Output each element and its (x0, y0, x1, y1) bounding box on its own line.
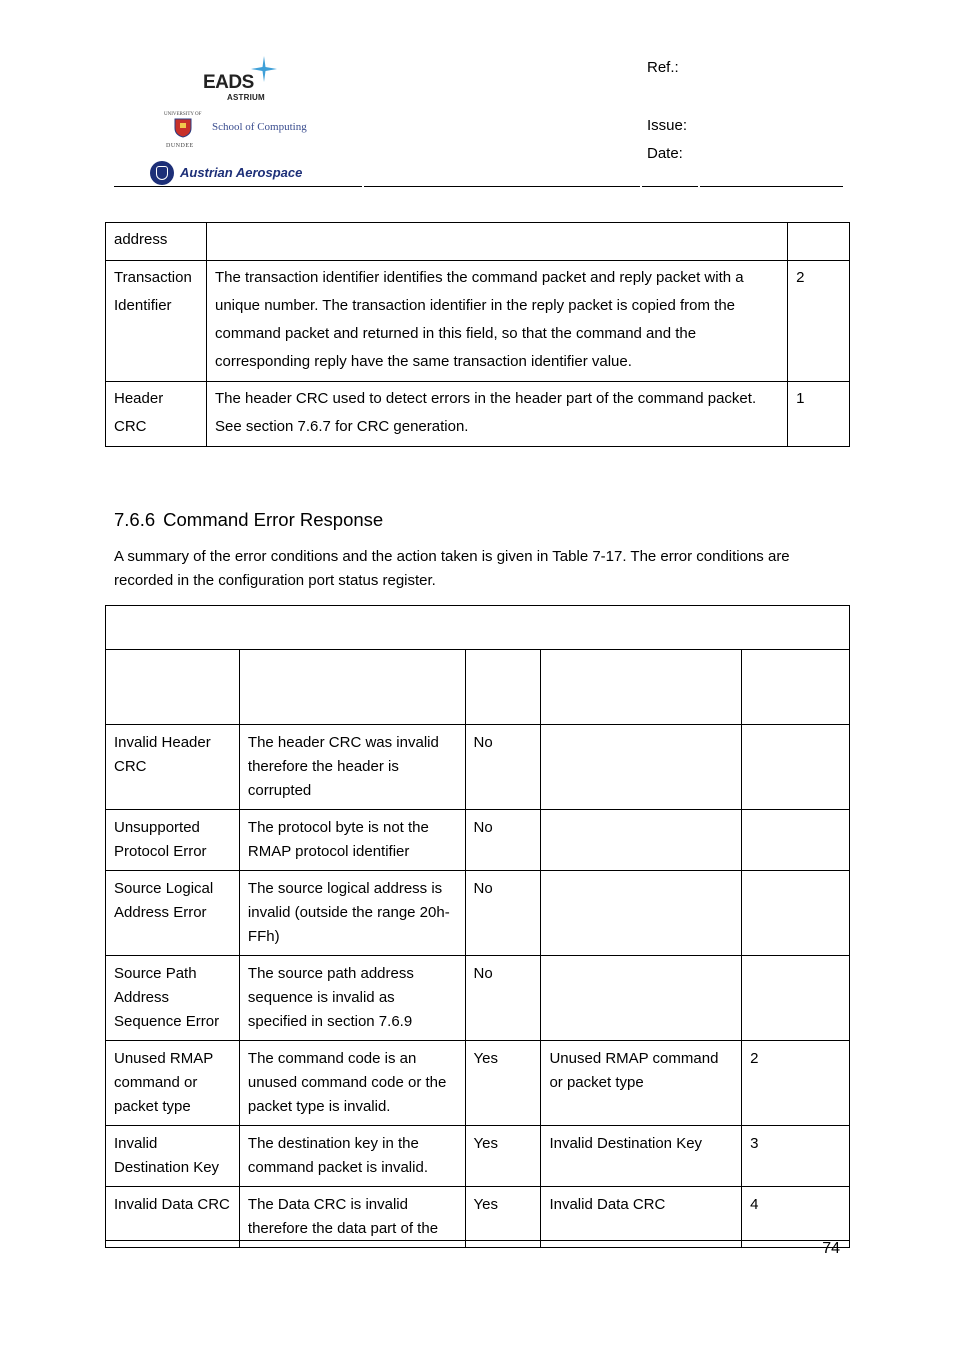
austrian-aerospace-logo (150, 160, 340, 188)
header-rule (642, 186, 698, 187)
field-description-cell (206, 223, 787, 261)
header-rule (114, 186, 362, 187)
table-row (106, 223, 850, 261)
dundee-label: DUNDEE (166, 143, 194, 149)
field-size-cell: 2 (788, 261, 850, 382)
error-status-cell (541, 871, 742, 956)
error-description-cell: The header CRC was invalid therefore the header is corrupted (239, 725, 465, 810)
austrian-aerospace-wordmark: Austrian Aerospace (180, 165, 303, 180)
table-caption-cell (106, 606, 850, 650)
error-reply-cell: Yes (465, 1187, 541, 1248)
footer-rule (105, 1240, 850, 1241)
page-number: 74 (822, 1240, 840, 1257)
error-description-cell: The command code is an unused command code or the packet type is invalid. (239, 1041, 465, 1126)
field-name-cell: Header CRC (106, 382, 207, 447)
table-row (106, 1041, 850, 1126)
section-number: 7.6.6 (114, 509, 156, 530)
field-description-cell: The header CRC used to detect errors in the header part of the command packet. See section 7.6.7 for CRC generation. (206, 382, 787, 447)
error-name-cell: Unsupported Protocol Error (106, 810, 240, 871)
section-heading (114, 509, 383, 531)
error-code-cell: 2 (742, 1041, 850, 1126)
section-paragraph: A summary of the error conditions and the action taken is given in Table 7-17. The error conditions are recorded in the configuration port status register. (114, 548, 790, 589)
section-title: Command Error Response (163, 509, 384, 530)
university-label: UNIVERSITY OF (164, 112, 202, 117)
header-cell (465, 650, 541, 725)
table-row (106, 382, 850, 447)
header-rule (700, 186, 843, 187)
eads-astrium-logo (203, 56, 283, 106)
table-row (106, 871, 850, 956)
error-description-cell: The source path address sequence is invalid as specified in section 7.6.9 (239, 956, 465, 1041)
table-row (106, 810, 850, 871)
error-code-cell: 3 (742, 1126, 850, 1187)
date-label: Date: (647, 145, 683, 162)
table-row (106, 1187, 850, 1248)
error-reply-cell: No (465, 725, 541, 810)
header-cell (742, 650, 850, 725)
error-name-cell: Invalid Header CRC (106, 725, 240, 810)
error-name-cell: Invalid Data CRC (106, 1187, 240, 1248)
error-reply-cell: No (465, 810, 541, 871)
crest-icon (174, 118, 192, 138)
command-error-table (105, 605, 850, 1248)
error-status-cell (541, 956, 742, 1041)
error-description-cell: The source logical address is invalid (outside the range 20h-FFh) (239, 871, 465, 956)
header-rule (364, 186, 640, 187)
field-size-cell (788, 223, 850, 261)
error-code-cell (742, 871, 850, 956)
error-reply-cell: No (465, 871, 541, 956)
field-name-cell: Transaction Identifier (106, 261, 207, 382)
error-code-cell (742, 810, 850, 871)
error-name-cell: Source Logical Address Error (106, 871, 240, 956)
table-row (106, 956, 850, 1041)
error-name-cell: Unused RMAP command or packet type (106, 1041, 240, 1126)
austrian-aerospace-emblem-icon (150, 161, 174, 185)
dundee-logo (160, 112, 330, 156)
table-row (106, 725, 850, 810)
error-name-cell: Invalid Destination Key (106, 1126, 240, 1187)
error-reply-cell: No (465, 956, 541, 1041)
error-description-cell: The protocol byte is not the RMAP protocol identifier (239, 810, 465, 871)
error-description-cell: The Data CRC is invalid therefore the data part of the (239, 1187, 465, 1248)
error-code-cell (742, 725, 850, 810)
school-of-computing-label: School of Computing (212, 121, 307, 133)
error-description-cell: The destination key in the command packet is invalid. (239, 1126, 465, 1187)
field-size-cell: 1 (788, 382, 850, 447)
astrium-wordmark: ASTRIUM (227, 93, 265, 102)
header-cell (541, 650, 742, 725)
error-status-cell (541, 725, 742, 810)
header-cell (106, 650, 240, 725)
command-fields-table (105, 222, 850, 447)
error-reply-cell: Yes (465, 1041, 541, 1126)
error-name-cell: Source Path Address Sequence Error (106, 956, 240, 1041)
field-name-cell: address (106, 223, 207, 261)
error-status-cell: Unused RMAP command or packet type (541, 1041, 742, 1126)
field-description-cell: The transaction identifier identifies the command packet and reply packet with a unique number. The transaction identifier in the reply packet is copied from the command packet and returned in this field, so that the command and the corresponding reply have the same transaction identifier value. (206, 261, 787, 382)
error-status-cell: Invalid Data CRC (541, 1187, 742, 1248)
eads-wordmark: EADS (203, 72, 254, 93)
error-status-cell: Invalid Destination Key (541, 1126, 742, 1187)
table-header-row (106, 650, 850, 725)
error-code-cell (742, 956, 850, 1041)
ref-label: Ref.: (647, 59, 679, 76)
error-reply-cell: Yes (465, 1126, 541, 1187)
table-row (106, 261, 850, 382)
error-code-cell: 4 (742, 1187, 850, 1248)
error-status-cell (541, 810, 742, 871)
table-row (106, 1126, 850, 1187)
issue-label: Issue: (647, 117, 688, 134)
table-caption-row (106, 606, 850, 650)
header-cell (239, 650, 465, 725)
